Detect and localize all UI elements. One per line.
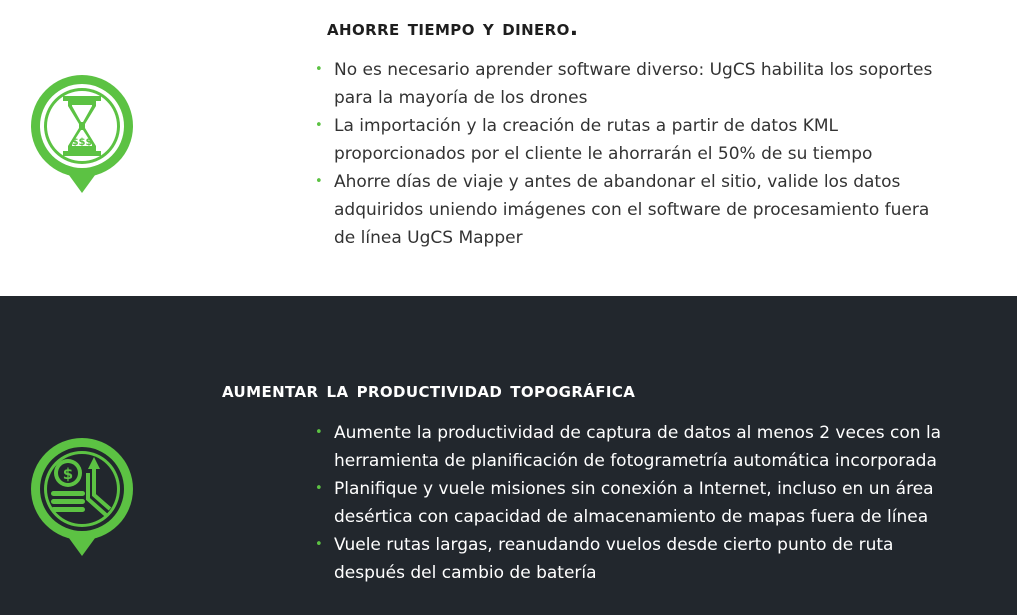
bullet-icon: • [315, 118, 323, 133]
list-item: • No es necesario aprender software diverso: UgCS habilita los soportes para la mayoría de los drones [334, 56, 944, 112]
bullet-icon: • [315, 537, 323, 552]
svg-text:$$$: $$$ [71, 137, 93, 148]
list-item: • Planifique y vuele misiones sin conexión a Internet, incluso en un área desértica con capacidad de almacenamiento de mapas fuera de línea [334, 475, 944, 531]
hourglass-dollar-icon [28, 72, 136, 194]
list-item: • Vuele rutas largas, reanudando vuelos desde cierto punto de ruta después del cambio de batería [334, 531, 944, 587]
bullet-icon: • [315, 481, 323, 496]
section-title: aumentar la productividad topográfica [222, 378, 636, 403]
benefits-list [315, 419, 944, 587]
section-save-time-money [0, 0, 1017, 296]
bullet-icon: • [315, 62, 323, 77]
benefits-list [315, 56, 944, 252]
list-item: • La importación y la creación de rutas a partir de datos KML proporcionados por el cliente le ahorrarán el 50% de su tiempo [334, 112, 944, 168]
list-item: • Ahorre días de viaje y antes de abandonar el sitio, valide los datos adquiridos uniendo imágenes con el software de procesamiento fuera de línea UgCS Mapper [334, 168, 944, 252]
section-title: ahorre tiempo y dinero. [327, 16, 579, 41]
coins-growth-icon [28, 435, 136, 557]
bullet-icon: • [315, 425, 323, 440]
section-productivity [0, 296, 1017, 615]
svg-text:$: $ [62, 465, 74, 483]
bullet-icon: • [315, 174, 323, 189]
list-item: • Aumente la productividad de captura de datos al menos 2 veces con la herramienta de planificación de fotogrametría automática incorporada [334, 419, 944, 475]
